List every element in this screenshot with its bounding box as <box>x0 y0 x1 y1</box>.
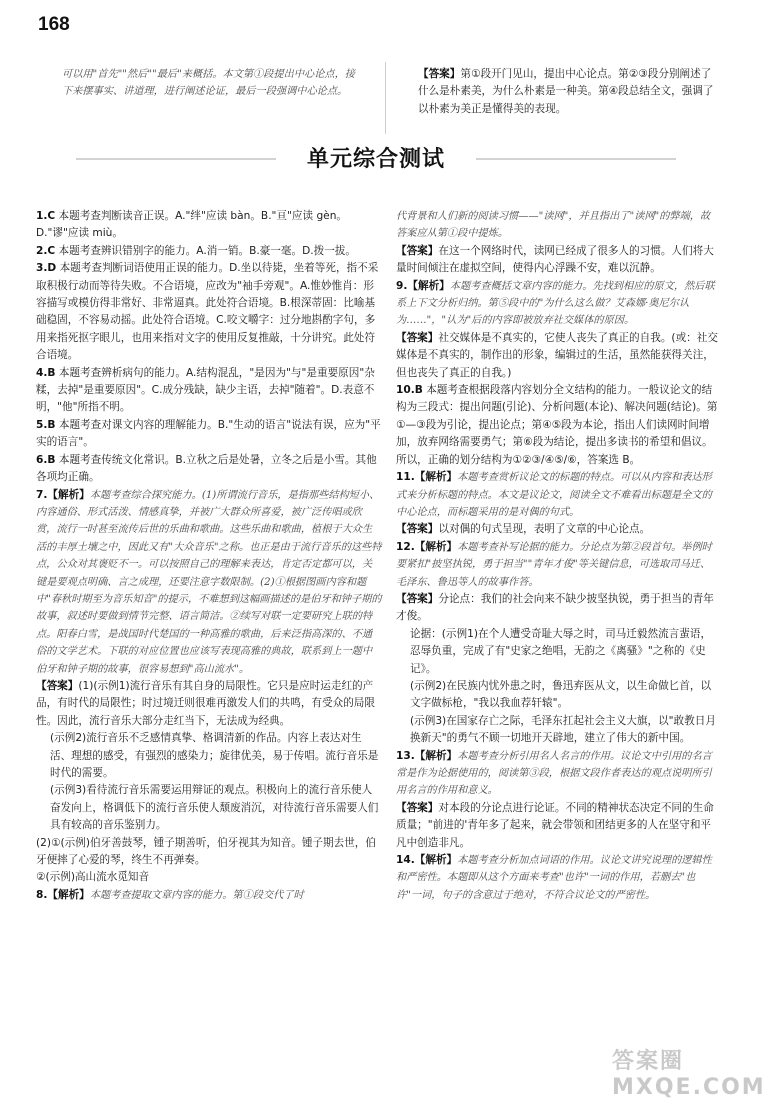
question-number: 9. <box>396 279 408 292</box>
watermark: 答案圈 MXQE.COM <box>612 1049 766 1100</box>
question-item-9-analysis <box>396 278 718 330</box>
question-item-12-answer <box>396 591 718 626</box>
question-text: 本题考查辨识错别字的能力。A.消一销。B.豪一毫。D.拨一拔。 <box>58 244 356 257</box>
question-item-2 <box>36 243 382 260</box>
answer-example: (2)①(示例)伯牙善鼓琴，锺子期善听，伯牙视其为知音。锺子期去世，伯牙便摔了心爱的琴，终生不再弹奏。 <box>36 836 376 867</box>
question-number: 7. <box>36 488 48 501</box>
argument-example: (示例2)在民族内忧外患之时，鲁迅弃医从文，以生命做匕首，以文字做标枪，"我以我血荐轩辕"。 <box>410 679 712 710</box>
analysis-text: 本题考查分析加点词语的作用。议论文讲究说理的逻辑性和严密性。本题即从这个方面来考查"也许"一词的作用，若删去"也许"一词，句子的含意过于绝对，不符合议论文的严密性。 <box>396 855 712 901</box>
answer-text: 社交媒体是不真实的，它使人丧失了真正的自我。(或：社交媒体是不真实的，制作出的形象，编辑过的生活，虽然能获得关注，但也丧失了真正的自我。) <box>396 331 718 379</box>
analysis-text: 本题考查提取文章内容的能力。第①段交代了时 <box>89 889 304 901</box>
question-number: 3.D <box>36 262 57 275</box>
question-text: 本题考查传统文化常识。B.立秋之后是处暑，立冬之后是小雪。其他各项均正确。 <box>36 453 377 484</box>
question-item-13-answer <box>396 800 718 852</box>
argument-example: (示例3)在国家存亡之际，毛泽东扛起社会主义大旗，以"敢教日月换新天"的勇气不顾一切地开天辟地，建立了伟大的新中国。 <box>410 714 716 745</box>
question-number: 1.C <box>36 210 56 222</box>
left-column <box>36 208 382 1070</box>
answer-text: 对本段的分论点进行论证。不同的精神状态决定不同的生命质量；"前进的'青年多了起来，就会带领和团结更多的人在坚守和平凡中创造非凡。 <box>396 801 714 849</box>
analysis-tag: 【解析】 <box>414 540 458 553</box>
question-text: 本题考查根据段落内容划分全文结构的能力。一般议论文的结构为三段式：提出问题(引论)、分析问题(本论)、解决问题(结论)。第①—③段为引论，提出论点；第④⑤段为本论，指出人们读网时间增加，放弃网络需要勇气；第⑥段为结论，提出多读书的希望和倡议。所以，正确的划分结构为①②③/④⑤/⑥，答案选 B。 <box>396 384 718 466</box>
answer-text: 在这一个网络时代，读网已经成了很多人的习惯。人们将大量时间倾注在虚拟空间，使得内心浮躁不安，难以沉静。 <box>396 244 714 275</box>
question-item-6 <box>36 452 382 487</box>
answer-tag: 【答案】 <box>36 679 79 692</box>
question-text: 本题考查判断词语使用正误的能力。D.坐以待毙，坐着等死，指不采取积极行动而等待失败。不合语境，应改为"袖手旁观"。A.惟妙惟肖：形容描写或模仿得非常好、非常逼真。此处符合语境。B.根深蒂固：比喻基础稳固，不容易动摇。此处符合语境。C.咬文嚼字：过分地斟酌字句，多用来指死抠字眼儿，也用来指对文字的使用反复推敲，十分讲究。此处符合语境。 <box>36 262 379 362</box>
question-number: 4.B <box>36 366 56 379</box>
answer-text: (1)(示例1)流行音乐有其自身的局限性。它只是应时运走红的产品，有时代的局限性；时过境迁则很难再激发人们的共鸣，有受众的局限性。因此，流行音乐大部分走红当下，无法成为经典。 <box>36 679 375 727</box>
right-column <box>396 208 718 1008</box>
answer-text: 以对偶的句式呈现，表明了文章的中心论点。 <box>438 523 651 536</box>
question-item-3 <box>36 260 382 364</box>
question-number: 5.B <box>36 418 56 431</box>
q8-answer <box>396 243 718 278</box>
answer-text: 分论点：我们的社会向来不缺少披坚执锐，勇于担当的青年才俊。 <box>396 592 714 623</box>
top-left-note <box>62 66 364 132</box>
question-item-14-analysis <box>396 852 718 904</box>
analysis-tag: 【解析】 <box>414 854 458 867</box>
analysis-tag: 【解析】 <box>414 471 458 484</box>
answer-tag: 【答案】 <box>396 592 439 605</box>
section-header <box>36 142 716 176</box>
answer-text: 第①段开门见山，提出中心论点。第②③段分别阐述了什么是朴素美，为什么朴素是一种美。第④段总结全文，强调了以朴素为美正是懂得美的表现。 <box>418 68 714 115</box>
answer-tag: 【答案】 <box>396 331 439 344</box>
argument-example: 论据：(示例1)在个人遭受奇耻大辱之时，司马迁毅然流言蜚语，忍辱负重，完成了有"史家之绝唱，无韵之《离骚》"之称的《史记》。 <box>410 627 712 675</box>
question-item-7-analysis <box>36 487 382 678</box>
question-number: 10.B <box>396 384 423 397</box>
question-number: 13. <box>396 749 415 762</box>
question-text: 本题考查对课文内容的理解能力。B."生动的语言"说法有误，应为"平实的语言"。 <box>36 418 381 449</box>
analysis-text: 本题考查概括文章内容的能力。先找到相应的原文，然后联系上下文分析归纳。第⑤段中的"为什么这么做？艾森娜·奥尼尔认为……"，"认为"后的内容即被放弃社交媒体的原因。 <box>396 280 715 327</box>
analysis-tag: 【解析】 <box>414 749 458 762</box>
column-divider <box>385 62 386 134</box>
question-item-12-analysis <box>396 539 718 591</box>
question-item-4 <box>36 365 382 417</box>
question-number: 12. <box>396 540 415 553</box>
answer-tag: 【答案】 <box>396 523 439 536</box>
question-item-13-analysis <box>396 748 718 800</box>
question-item-7-answer <box>36 678 382 730</box>
question-item-1 <box>36 208 382 243</box>
analysis-text: 本题考查补写论据的能力。分论点为第②段首句。举例时要紧扣"披坚执锐，勇于担当""青年才俊"等关键信息，可选取司马迁、毛泽东、鲁迅等人的故事作答。 <box>396 541 712 588</box>
question-item-5 <box>36 417 382 452</box>
question-item-9-answer <box>396 330 718 382</box>
analysis-text: 本题考查综合探究能力。(1)所谓流行音乐，是指那些结构短小、内容通俗、形式活泼、情感真挚，并被广大群众所喜爱，被广泛传唱或欣赏，流行一时甚至流传后世的乐曲和歌曲。这些乐曲和歌曲，植根于大众生活的丰厚土壤之中，因此又有"大众音乐"之称。也正是由于流行音乐的这些特点，公众对其褒贬不一。可以按照自己的理解来表达，肯定否定都可以，关键是要观点明确、言之成理，还要注意字数限制。(2)①根据图画内容和题中"春秋时期至为音乐知音"的提示，不难想到这幅画描述的是伯牙和钟子期的故事，叙述时要做到情节完整、语言简洁。②续写对联一定要研究上联的特点。阳春白雪，是战国时代楚国的一种高雅的歌曲，后来泛指高深的、不通俗的文学艺术。下联的对应位置也应该写表现高雅的典故，联系到上一题中伯牙和钟子期的故事，很容易想到"高山流水"。 <box>36 489 382 675</box>
question-number: 2.C <box>36 244 56 257</box>
analysis-tag: 【解析】 <box>47 488 90 501</box>
question-number: 14. <box>396 854 415 867</box>
question-number: 8. <box>36 888 48 901</box>
page-number: 168 <box>38 14 70 35</box>
answer-tag: 【答案】 <box>396 801 439 814</box>
question-number: 6.B <box>36 453 56 466</box>
answer-example: (示例3)看待流行音乐需要运用辩证的观点。积极向上的流行音乐使人奋发向上，格调低下的流行音乐使人颓废消沉，对待流行音乐需要人们具有较高的音乐鉴别力。 <box>50 784 379 832</box>
question-item-10 <box>396 382 718 469</box>
question-text: 本题考查辨析病句的能力。A.结构混乱，"是因为"与"是重要原因"杂糅，去掉"是重要原因"。C.成分残缺，缺少主语，去掉"随着"。D.表意不明，"他"所指不明。 <box>36 366 375 414</box>
q8-analysis-continued: 代背景和人们新的阅读习惯——"读网"，并且指出了"读网"的弊端，故答案应从第①段中提炼。 <box>396 211 711 240</box>
question-item-8 <box>36 887 382 904</box>
answer-tag: 【答案】 <box>418 68 461 80</box>
analysis-text: 本题考查分析引用名人名言的作用。议论文中引用的名言常是作为论据使用的，阅读第③段，根据文段作者表达的观点说明所引用名言的作用和意义。 <box>396 750 712 797</box>
top-right-answer <box>418 66 718 132</box>
question-item-11-analysis <box>396 469 718 521</box>
section-title: 单元综合测试 <box>306 147 445 172</box>
question-item-11-answer <box>396 521 718 538</box>
answer-example: (示例2)流行音乐不乏感情真挚、格调清新的作品。内容上表达对生活、理想的感受，有强烈的感染力；旋律优美，易于传唱。流行音乐是时代的需要。 <box>50 732 379 779</box>
question-text: 本题考查判断读音正误。A."绊"应读 bàn。B."亘"应读 gèn。D."谬"应读 miù。 <box>36 210 348 240</box>
answer-example: ②(示例)高山流水觅知音 <box>36 871 150 884</box>
top-left-note-text: 可以用"首先""然后""最后"来概括。本文第①段提出中心论点，接下来摆事实、讲道理，进行阐述论证，最后一段强调中心论点。 <box>62 69 355 98</box>
question-number: 11. <box>396 471 415 484</box>
analysis-tag: 【解析】 <box>47 888 90 901</box>
analysis-tag: 【解析】 <box>407 279 450 292</box>
answer-tag: 【答案】 <box>396 244 439 257</box>
analysis-text: 本题考查赏析议论文的标题的特点。可以从内容和表达形式来分析标题的特点。本文是议论文，阅读全文不难看出标题是全文的中心论点，而标题采用的是对偶的句式。 <box>396 472 712 518</box>
top-right-answer-paragraph <box>418 66 718 118</box>
